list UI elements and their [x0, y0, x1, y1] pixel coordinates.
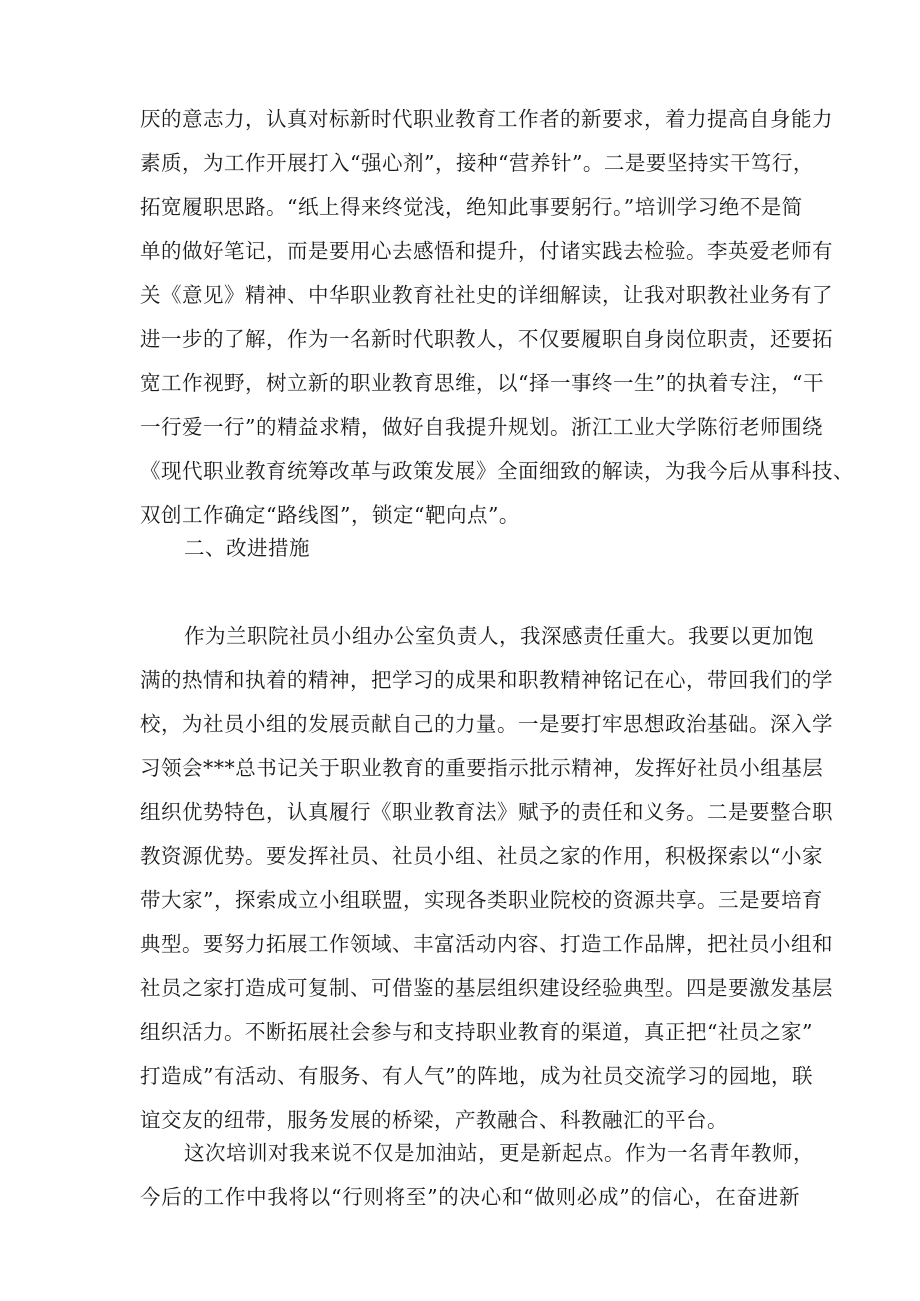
paragraph-line: 今后的工作中我将以“行则将至”的决心和“做则必成”的信心，在奋进新: [140, 1185, 800, 1209]
paragraph-line: 素质，为工作开展打入“强心剂”，接种“营养针”。二是要坚持实干笃行，: [140, 151, 814, 175]
paragraph-line: 这次培训对我来说不仅是加油站，更是新起点。作为一名青年教师，: [184, 1141, 814, 1165]
paragraph-line: 一行爱一行”的精益求精，做好自我提升规划。浙江工业大学陈衍老师围绕: [140, 415, 823, 439]
paragraph-line: 习领会***总书记关于职业教育的重要指示批示精神，发挥好社员小组基层: [140, 756, 824, 780]
paragraph-line: 典型。要努力拓展工作领域、丰富活动内容、打造工作品牌，把社员小组和: [140, 932, 833, 956]
paragraph-line: 作为兰职院社员小组办公室负责人，我深感责任重大。我要以更加饱: [184, 624, 814, 648]
paragraph-line: 关《意见》精神、中华职业教育社社史的详细解读，让我对职教社业务有了: [140, 283, 833, 307]
paragraph-line: 组织活力。不断拓展社会参与和支持职业教育的渠道，真正把“社员之家”: [140, 1020, 813, 1044]
paragraph-line: 《现代职业教育统筹改革与政策发展》全面细致的解读，为我今后从事科技、: [140, 459, 854, 483]
paragraph-line: 进一步的了解，作为一名新时代职教人，不仅要履职自身岗位职责，还要拓: [140, 327, 833, 351]
paragraph-3: [140, 1131, 814, 1219]
paragraph-line: 满的热情和执着的精神，把学习的成果和职教精神铭记在心，带回我们的学: [140, 668, 833, 692]
paragraph-line: 带大家”，探索成立小组联盟，实现各类职业院校的资源共享。三是要培育: [140, 888, 823, 912]
paragraph-2: [140, 614, 833, 1142]
paragraph-line: 打造成”有活动、有服务、有人气”的阵地，成为社员交流学习的园地，联: [140, 1064, 813, 1088]
paragraph-line: 双创工作确定“路线图”，锁定“靶向点”。: [140, 503, 520, 527]
paragraph-line: 谊交友的纽带，服务发展的桥梁，产教融合、科教融汇的平台。: [140, 1108, 728, 1132]
paragraph-line: 校，为社员小组的发展贡献自己的力量。一是要打牢思想政治基础。深入学: [140, 712, 833, 736]
paragraph-1: [140, 97, 854, 537]
paragraph-line: 单的做好笔记，而是要用心去感悟和提升，付诸实践去检验。李英爱老师有: [140, 239, 833, 263]
section-heading: 二、改进措施: [184, 536, 310, 560]
paragraph-line: 宽工作视野，树立新的职业教育思维，以“择一事终一生”的执着专注，“干: [140, 371, 824, 395]
paragraph-line: 组织优势特色，认真履行《职业教育法》赋予的责任和义务。二是要整合职: [140, 800, 833, 824]
paragraph-line: 社员之家打造成可复制、可借鉴的基层组织建设经验典型。四是要激发基层: [140, 976, 833, 1000]
paragraph-line: 拓宽履职思路。“纸上得来终觉浅，绝知此事要躬行。”培训学习绝不是简: [140, 195, 803, 219]
paragraph-line: 教资源优势。要发挥社员、社员小组、社员之家的作用，积极探索以“小家: [140, 844, 823, 868]
paragraph-line: 厌的意志力，认真对标新时代职业教育工作者的新要求，着力提高自身能力: [140, 107, 833, 131]
